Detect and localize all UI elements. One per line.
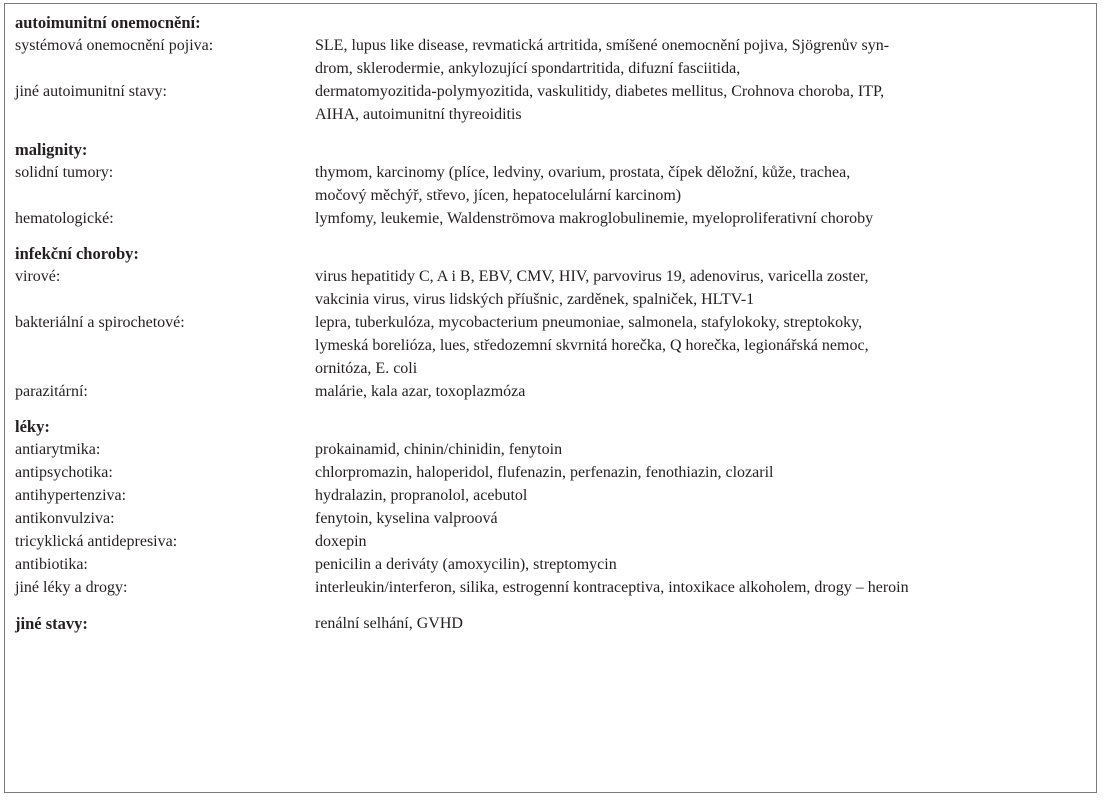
row-label: antikonvulziva: — [15, 510, 115, 527]
row-value: virus hepatitidy C, A i B, EBV, CMV, HIV, parvovirus 19, adenovirus, varicella zoster, vakcinia virus, virus lidských příušnic, zarděnek, spalniček, HLTV-1 — [315, 268, 869, 308]
table-row — [15, 438, 1090, 461]
table-row — [15, 576, 1090, 599]
row-value: penicilin a deriváty (amoxycilin), streptomycin — [315, 556, 617, 573]
table-row — [15, 80, 1090, 126]
table-row — [15, 484, 1090, 507]
row-value: hydralazin, propranolol, acebutol — [315, 487, 528, 504]
row-label: virové: — [15, 268, 61, 285]
row-label: antihypertenziva: — [15, 487, 127, 504]
row-label: bakteriální a spirochetové: — [15, 314, 185, 331]
row-label: solidní tumory: — [15, 164, 114, 181]
section-title: infekční choroby: — [15, 244, 139, 263]
table-row — [15, 207, 1090, 230]
row-value: dermatomyozitida-polymyozitida, vaskulitidy, diabetes mellitus, Crohnova choroba, ITP, AIHA, autoimunitní thyreoiditis — [315, 83, 885, 123]
row-value: thymom, karcinomy (plíce, ledviny, ovarium, prostata, čípek děložní, kůže, trachea, močový měchýř, střevo, jícen, hepatocelulární karcinom) — [315, 164, 851, 204]
row-value: malárie, kala azar, toxoplazmóza — [315, 383, 526, 400]
section-malignancies — [15, 139, 1090, 230]
table-row — [15, 553, 1090, 576]
row-label: hematologické: — [15, 210, 114, 227]
table-row — [15, 530, 1090, 553]
section-autoimmune — [15, 12, 1090, 126]
row-value: lymfomy, leukemie, Waldenströmova makroglobulinemie, myeloproliferativní choroby — [315, 210, 874, 227]
row-label: jiné léky a drogy: — [15, 579, 128, 596]
row-value: lepra, tuberkulóza, mycobacterium pneumoniae, salmonela, stafylokoky, streptokoky, lymeská borelióza, lues, středozemní skvrnitá horečka, Q horečka, legionářská nemoc, ornitóza, E. coli — [315, 314, 869, 377]
row-label: parazitární: — [15, 383, 88, 400]
table-row — [15, 265, 1090, 311]
section-title: jiné stavy: — [15, 614, 88, 633]
section-title: autoimunitní onemocnění: — [15, 13, 201, 32]
table-row — [15, 380, 1090, 403]
row-label: systémová onemocnění pojiva: — [15, 37, 214, 54]
row-value: renální selhání, GVHD — [315, 615, 463, 632]
table-row — [15, 161, 1090, 207]
table-row — [15, 34, 1090, 80]
table-row — [15, 507, 1090, 530]
table-content — [15, 12, 1090, 635]
table-row — [15, 311, 1090, 380]
row-label: tricyklická antidepresiva: — [15, 533, 178, 550]
row-value: prokainamid, chinin/chinidin, fenytoin — [315, 441, 563, 458]
section-infections — [15, 243, 1090, 403]
row-value: doxepin — [315, 533, 367, 550]
row-value: interleukin/interferon, silika, estrogenní kontraceptiva, intoxikace alkoholem, drogy – heroin — [315, 579, 909, 596]
row-label: antipsychotika: — [15, 464, 113, 481]
section-other-conditions — [15, 612, 1090, 635]
table-row — [15, 461, 1090, 484]
section-title: malignity: — [15, 140, 88, 159]
row-value: SLE, lupus like disease, revmatická artritida, smíšené onemocnění pojiva, Sjögrenův syn- drom, sklerodermie, ankylozující spondartritida, difuzní fasciitida, — [315, 37, 890, 77]
row-label: jiné autoimunitní stavy: — [15, 83, 167, 100]
section-title: léky: — [15, 417, 50, 436]
section-drugs — [15, 416, 1090, 599]
row-value: chlorpromazin, haloperidol, flufenazin, perfenazin, fenothiazin, clozaril — [315, 464, 774, 481]
row-label: antibiotika: — [15, 556, 88, 573]
row-value: fenytoin, kyselina valproová — [315, 510, 498, 527]
table-frame — [4, 3, 1097, 793]
row-label: antiarytmika: — [15, 441, 101, 458]
